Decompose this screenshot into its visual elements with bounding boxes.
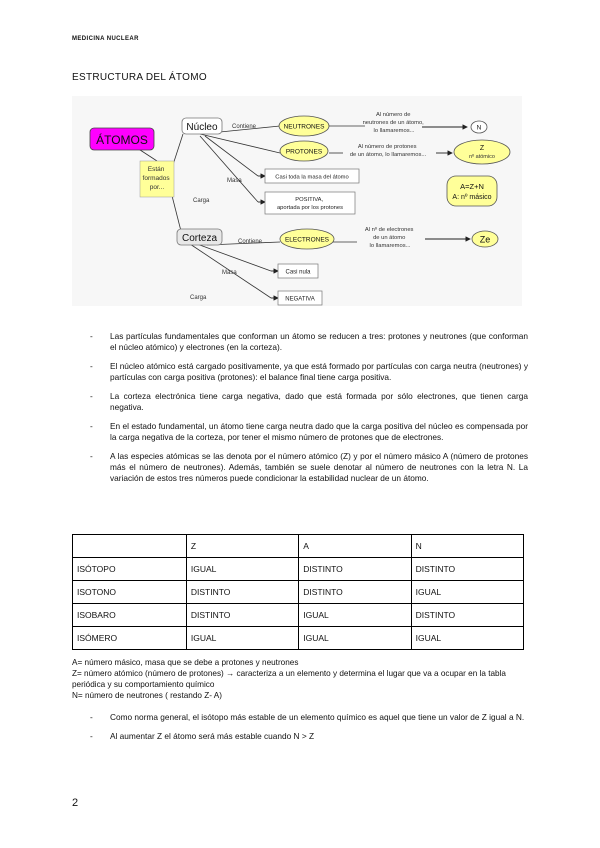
table-row (73, 604, 524, 627)
carga-nucleo-text: POSITIVA, aportada por los protones (276, 197, 344, 211)
bullet-item: - A las especies atómicas se las denota por el número atómico (Z) y por el número másico A (número de protones más el número de neutrones). Además, también se suele denotar al número de neutrones con la letra N. La variación de estos tres números puede condicionar la estabilidad nuclear de un átomo. (90, 451, 528, 484)
neutrones-label: NEUTRONES (283, 123, 325, 131)
n-symbol: N (476, 124, 482, 132)
estan-formados-label: Están formados por... (142, 166, 170, 191)
z-bubble (454, 140, 510, 164)
bullet-item: - Como norma general, el isótopo más estable de un elemento químico es aquel que tiene un valor de Z igual a N. (90, 712, 528, 723)
z-symbol: Z (479, 145, 485, 152)
atomos-label: ÁTOMOS (96, 133, 148, 147)
nucleo-contiene-label: Contiene (231, 124, 257, 130)
definition-a: A= número másico, masa que se debe a protones y neutrones (72, 658, 299, 667)
ze-symbol: Ze (479, 234, 491, 245)
formula-line-2: A: nº másico (452, 194, 492, 201)
definitions (72, 657, 532, 701)
table-cell: DISTINTO (411, 604, 523, 627)
definition-z: Z= número atómico (número de protones) → caracteriza a un elemento y determina el lugar que va a ocupar en la tabla periódica y su comportamiento químico (72, 669, 506, 689)
bullet-item: - La corteza electrónica tiene carga negativa, dado que está formada por sólo electrones, que tienen carga negativa. (90, 391, 528, 413)
table-header-cell: Z (186, 535, 298, 558)
table-cell: ISÓTOPO (73, 558, 187, 581)
running-header: MEDICINA NUCLEAR (72, 36, 139, 42)
atom-concept-map (72, 96, 522, 306)
table-cell: ISOTONO (73, 581, 187, 604)
table-cell: IGUAL (411, 627, 523, 650)
stability-bullet-list (90, 712, 528, 750)
page-number: 2 (72, 797, 79, 809)
table-cell: DISTINTO (299, 558, 411, 581)
masa-corteza-text: Casi nula (285, 269, 311, 276)
table-header-cell: A (299, 535, 411, 558)
isotope-table (72, 534, 524, 650)
nucleo-carga-label: Carga (193, 198, 210, 204)
bullet-list (90, 331, 528, 492)
table-row (73, 627, 524, 650)
protones-label: PROTONES (285, 148, 323, 156)
bullet-item: - Al aumentar Z el átomo será más estable cuando N > Z (90, 731, 528, 742)
electrones-label: ELECTRONES (284, 236, 330, 244)
table-cell: IGUAL (299, 627, 411, 650)
table-cell: DISTINTO (186, 604, 298, 627)
bullet-item: - Las partículas fundamentales que conforman un átomo se reducen a tres: protones y neutrones (que conforman el núcleo atómico) y electrones (en la corteza). (90, 331, 528, 353)
table-row (73, 581, 524, 604)
table-cell: IGUAL (411, 581, 523, 604)
corteza-contiene-label: Contiene (237, 239, 263, 245)
bullet-item: - En el estado fundamental, un átomo tiene carga neutra dado que la carga positiva del núcleo es compensada por la carga negativa de la corteza, por tener el mismo número de protones que de electrones. (90, 421, 528, 443)
corteza-masa-label: Masa (222, 270, 237, 276)
table-cell: IGUAL (186, 627, 298, 650)
table-header-row (73, 535, 524, 558)
table-cell: ISOBARO (73, 604, 187, 627)
table-cell: DISTINTO (186, 581, 298, 604)
bullet-item: - El núcleo atómico está cargado positivamente, ya que está formado por partículas con carga neutra (neutrones) y partículas con carga positiva (protones): el balance final tiene carga positiva. (90, 361, 528, 383)
nucleo-label: Núcleo (186, 122, 218, 133)
table-cell: IGUAL (299, 604, 411, 627)
z-caption: nº atómico (469, 154, 495, 160)
formula-box (447, 176, 497, 206)
corteza-label: Corteza (181, 233, 218, 244)
definition-n: N= número de neutrones ( restando Z- A) (72, 691, 222, 700)
table-cell: DISTINTO (299, 581, 411, 604)
table-cell: IGUAL (186, 558, 298, 581)
carga-corteza-text: NEGATIVA (285, 296, 315, 303)
table-row (73, 558, 524, 581)
section-title: ESTRUCTURA DEL ÁTOMO (72, 72, 207, 83)
masa-nucleo-text: Casi toda la masa del átomo (275, 174, 349, 181)
nucleo-masa-label: Masa (227, 178, 242, 184)
formula-line-1: A=Z+N (460, 182, 484, 191)
neutrones-note: Al número de neutrones de un átomo, lo llamaremos... (362, 112, 424, 134)
electrones-note: Al nº de electrones de un átomo lo llamaremos... (364, 227, 414, 249)
table-cell: ISÓMERO (73, 627, 187, 650)
table-cell: DISTINTO (411, 558, 523, 581)
protones-note: Al número de protones de un átomo, lo llamaremos... (349, 144, 427, 158)
table-header-cell: N (411, 535, 523, 558)
table-header-cell (73, 535, 187, 558)
corteza-carga-label: Carga (190, 295, 207, 301)
